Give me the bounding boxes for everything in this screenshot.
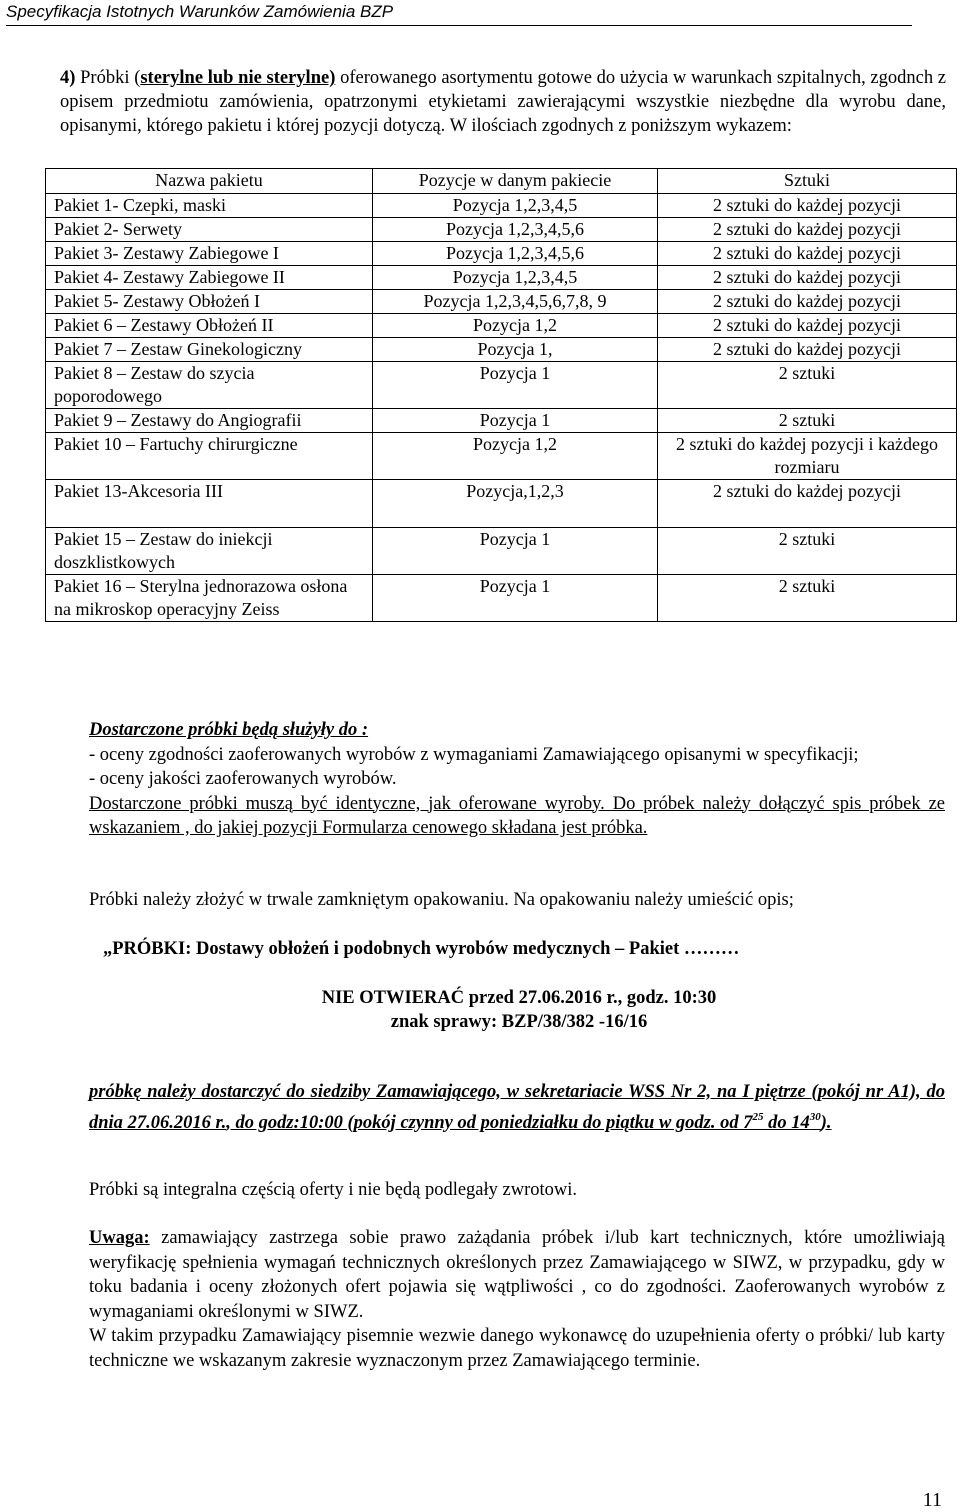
cell-package-name: Pakiet 16 – Sterylna jednorazowa osłona na mikroskop operacyjny Zeiss	[46, 575, 373, 622]
cell-positions: Pozycja,1,2,3	[373, 480, 658, 528]
samples-table	[45, 168, 957, 622]
cell-package-name: Pakiet 13-Akcesoria III	[46, 480, 373, 528]
table-header-row	[46, 169, 957, 194]
delivery-sup-2: 30	[809, 1110, 821, 1123]
cell-positions: Pozycja 1,2,3,4,5	[373, 266, 658, 290]
cell-quantity: 2 sztuki do każdej pozycji	[658, 338, 957, 362]
cell-positions: Pozycja 1	[373, 362, 658, 409]
point-word: Próbki (	[80, 68, 141, 88]
cell-quantity: 2 sztuki do każdej pozycji	[658, 290, 957, 314]
delivery-instructions	[89, 1080, 945, 1135]
table-row	[46, 218, 957, 242]
sterile-note: sterylne lub nie sterylne)	[140, 68, 336, 88]
delivery-text-d: ).	[820, 1112, 832, 1133]
table-row	[46, 433, 957, 480]
point-number: 4)	[60, 68, 76, 88]
purpose-item-2: - oceny jakości zaoferowanych wyrobów.	[89, 769, 397, 789]
cell-package-name: Pakiet 5- Zestawy Obłożeń I	[46, 290, 373, 314]
table-row	[46, 409, 957, 433]
cell-package-name: Pakiet 6 – Zestawy Obłożeń II	[46, 314, 373, 338]
cell-positions: Pozycja 1,2,3,4,5,6	[373, 242, 658, 266]
cell-package-name: Pakiet 2- Serwety	[46, 218, 373, 242]
page-header	[6, 2, 912, 26]
table-row	[46, 194, 957, 218]
table-row	[46, 575, 957, 622]
cell-package-name: Pakiet 4- Zestawy Zabiegowe II	[46, 266, 373, 290]
cell-quantity: 2 sztuki	[658, 409, 957, 433]
cell-package-name: Pakiet 9 – Zestawy do Angiografii	[46, 409, 373, 433]
table-row	[46, 338, 957, 362]
cell-positions: Pozycja 1,2,3,4,5,6,7,8, 9	[373, 290, 658, 314]
table-row	[46, 528, 957, 575]
cell-quantity: 2 sztuki do każdej pozycji	[658, 218, 957, 242]
table-row	[46, 242, 957, 266]
purpose-item-1: - oceny zgodności zaoferowanych wyrobów z wymaganiami Zamawiającego opisanymi w specyfikacji;	[89, 744, 859, 765]
purpose-section	[89, 718, 945, 841]
cell-positions: Pozycja 1,2,3,4,5	[373, 194, 658, 218]
warning-text: zamawiający zastrzega sobie prawo zażądania próbek i/lub kart technicznych, które umożliwiają weryfikację spełnienia wymagań technicznych określonych przez Zamawiającego w SIWZ, w przypadku, gdy w toku badania i oceny złożonych ofert pojawia się wątpliwości , co do zgodności. Zaoferowanych wyrobów z wymaganiami określonymi w SIWZ.	[89, 1228, 945, 1322]
packing-text: Próbki należy złożyć w trwale zamkniętym opakowaniu. Na opakowaniu należy umieścić opis;	[89, 890, 794, 910]
integral-note	[89, 1178, 945, 1203]
delivery-text-b: , do godz:10:00 (pokój czynny od poniedziałku do piątku w godz. od 7	[226, 1112, 753, 1133]
cell-positions: Pozycja 1,2	[373, 433, 658, 480]
table-row	[46, 362, 957, 409]
cell-positions: Pozycja 1	[373, 528, 658, 575]
cell-quantity: 2 sztuki do każdej pozycji i każdego rozmiaru	[658, 433, 957, 480]
page-number: 11	[922, 1489, 942, 1511]
cell-quantity: 2 sztuki do każdej pozycji	[658, 194, 957, 218]
cell-package-name: Pakiet 10 – Fartuchy chirurgiczne	[46, 433, 373, 480]
cell-positions: Pozycja 1,2,3,4,5,6	[373, 218, 658, 242]
table-row	[46, 480, 957, 528]
package-label	[89, 937, 949, 1035]
integral-text: Próbki są integralna częścią oferty i nie będą podlegały zwrotowi.	[89, 1180, 578, 1200]
cell-quantity: 2 sztuki do każdej pozycji	[658, 314, 957, 338]
delivery-text-a: próbkę należy dostarczyć do siedziby Zamawiającego, w sekretariacie WSS Nr 2, na I piętrze (pokój nr A1), do dnia	[89, 1082, 945, 1133]
point-4-paragraph	[60, 66, 946, 138]
cell-package-name: Pakiet 8 – Zestaw do szycia poporodowego	[46, 362, 373, 409]
cell-positions: Pozycja 1,	[373, 338, 658, 362]
cell-quantity: 2 sztuki	[658, 575, 957, 622]
label-line-2: NIE OTWIERAĆ przed 27.06.2016 r., godz. 10:30	[321, 987, 717, 1008]
cell-positions: Pozycja 1,2	[373, 314, 658, 338]
warning-note	[89, 1226, 945, 1373]
label-line-1: „PRÓBKI: Dostawy obłożeń i podobnych wyrobów medycznych – Pakiet ………	[103, 939, 740, 959]
cell-package-name: Pakiet 3- Zestawy Zabiegowe I	[46, 242, 373, 266]
cell-package-name: Pakiet 1- Czepki, maski	[46, 194, 373, 218]
warning-text-2: W takim przypadku Zamawiający pisemnie wezwie danego wykonawcę do uzupełnienia oferty o próbki/ lub karty techniczne we wskazanym zakresie wyznaczonym przez Zamawiającego terminie.	[89, 1326, 945, 1371]
cell-quantity: 2 sztuki	[658, 528, 957, 575]
header-package-name: Nazwa pakietu	[46, 169, 373, 194]
header-positions: Pozycje w danym pakiecie	[373, 169, 658, 194]
cell-quantity: 2 sztuki do każdej pozycji	[658, 480, 957, 528]
cell-positions: Pozycja 1	[373, 575, 658, 622]
header-quantity: Sztuki	[658, 169, 957, 194]
cell-package-name: Pakiet 7 – Zestaw Ginekologiczny	[46, 338, 373, 362]
warning-label: Uwaga:	[89, 1228, 150, 1248]
header-title: Specyfikacja Istotnych Warunków Zamówienia BZP	[6, 2, 394, 21]
delivery-sup-1: 25	[752, 1110, 764, 1123]
cell-positions: Pozycja 1	[373, 409, 658, 433]
cell-package-name: Pakiet 15 – Zestaw do iniekcji doszklistkowych	[46, 528, 373, 575]
delivery-date: 27.06.2016 r.	[127, 1112, 227, 1133]
packing-instruction	[89, 888, 945, 913]
cell-quantity: 2 sztuki do każdej pozycji	[658, 266, 957, 290]
table-row	[46, 266, 957, 290]
cell-quantity: 2 sztuki do każdej pozycji	[658, 242, 957, 266]
table-row	[46, 290, 957, 314]
point-text: oferowanego asortymentu gotowe do użycia w warunkach szpitalnych, zgodnch z opisem przedmiotu zamówienia, opatrzonymi etykietami zawierającymi wszystkie niezbędne dla wyrobu dane, opisanymi, którego pakietu i której pozycji dotyczą. W ilościach zgodnych z poniższym wykazem:	[60, 68, 947, 136]
label-line-3: znak sprawy: BZP/38/382 -16/16	[390, 1012, 648, 1032]
cell-quantity: 2 sztuki	[658, 362, 957, 409]
table-row	[46, 314, 957, 338]
purpose-heading: Dostarczone próbki będą służyły do :	[89, 720, 369, 740]
identical-note: Dostarczone próbki muszą być identyczne, jak oferowane wyroby. Do próbek należy dołączyć spis próbek ze wskazaniem , do jakiej pozycji Formularza cenowego składana jest próbka.	[89, 793, 945, 838]
delivery-text-c: do 14	[763, 1112, 810, 1133]
